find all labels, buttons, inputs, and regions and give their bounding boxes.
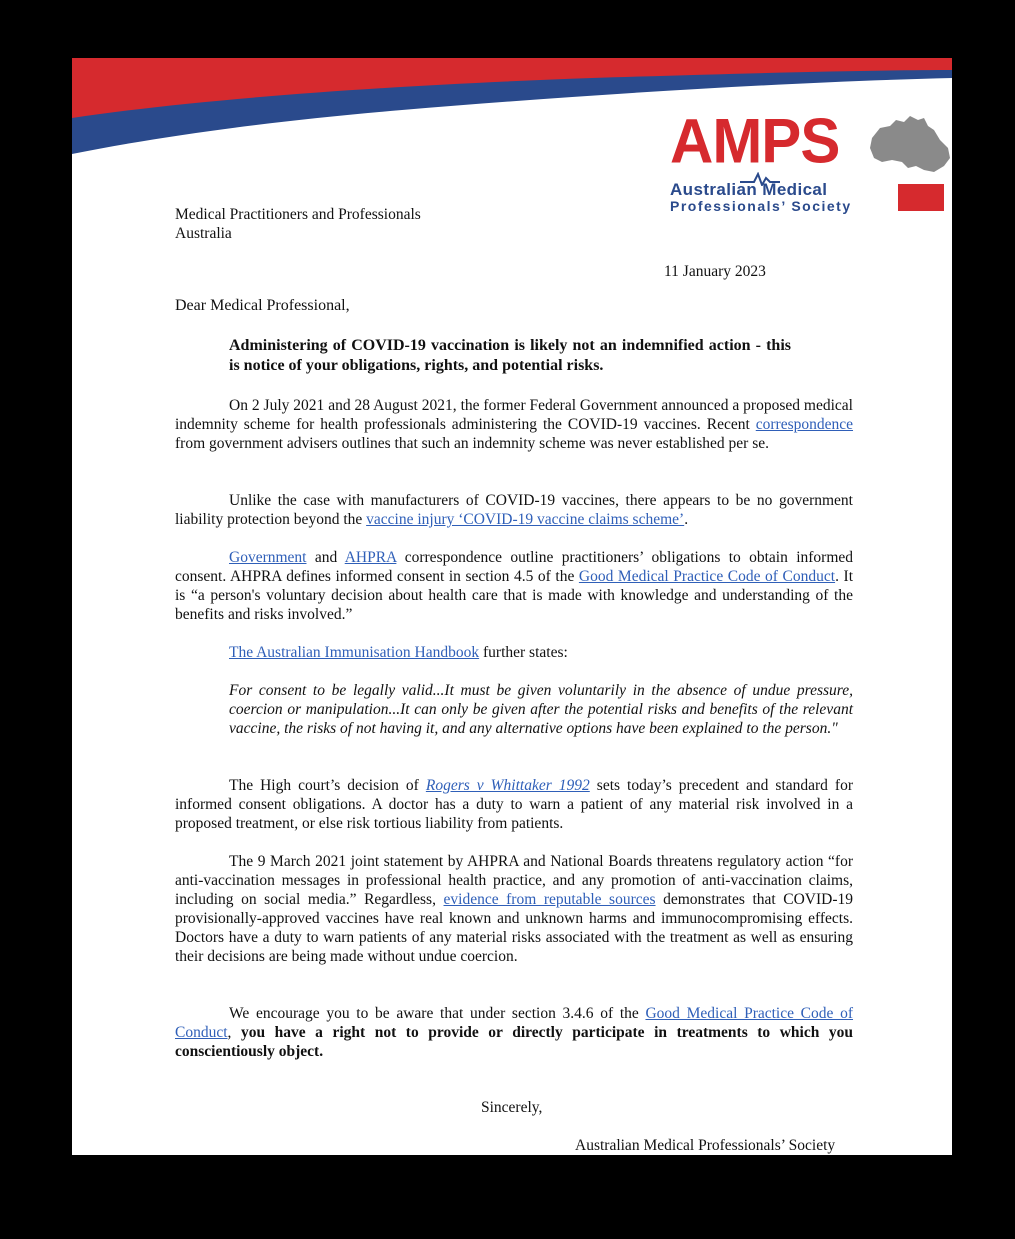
- paragraph-7: We encourage you to be aware that under section 3.4.6 of the Good Medical Practice Code of Conduct, you have a right not to provide or directly participate in treatments to which you conscientiously object.: [175, 1005, 854, 1060]
- logo-red-block: [898, 184, 944, 211]
- australia-map-icon: [866, 114, 952, 176]
- evidence-link[interactable]: evidence from reputable sources: [443, 891, 656, 908]
- rogers-v-whittaker-link[interactable]: Rogers v Whittaker 1992: [425, 777, 590, 794]
- paragraph-1: On 2 July 2021 and 28 August 2021, the former Federal Government announced a proposed medical indemnity scheme for health professionals administering the COVID-19 vaccines. Recent correspondence from government advisers outlines that such an indemnity scheme was never established per se.: [175, 397, 854, 452]
- salutation: Dear Medical Professional,: [175, 297, 350, 314]
- paragraph-6: The 9 March 2021 joint statement by AHPRA and National Boards threatens regulatory action “for anti-vaccination messages in professional health practice, and any promotion of anti-vaccination claims, including on social media.” Regardless, evidence from reputable sources demonstrates that COVID-19 provisionally-approved vaccines have real known and unknown harms and immunocompromising effects. Doctors have a duty to warn patients of any material risks associated with the treatment as well as ensuring their decisions are being made without undue coercion.: [175, 853, 853, 965]
- amps-logo: [670, 105, 952, 214]
- government-link[interactable]: Government: [229, 549, 307, 566]
- paragraph-3: Government and AHPRA correspondence outline practitioners’ obligations to obtain informed consent. AHPRA defines informed consent in section 4.5 of the Good Medical Practice Code of Conduct. It is “a person's voluntary decision about health care that is made with knowledge and understanding of the benefits and risks involved.”: [175, 549, 854, 623]
- ahpra-link[interactable]: AHPRA: [344, 549, 397, 566]
- recipient-line1: Medical Practitioners and Professionals: [175, 206, 421, 223]
- headline: Administering of COVID-19 vaccination is likely not an indemnified action - this is notice of your obligations, rights, and potential risks.: [229, 337, 791, 374]
- letter-page: [72, 58, 952, 1155]
- signature: Australian Medical Professionals’ Society: [575, 1137, 836, 1154]
- logo-line2: Professionals’ Society: [670, 198, 852, 214]
- logo-line1: Australian Medical: [670, 180, 828, 199]
- code-of-conduct-link-2[interactable]: Good Medical Practice Code of Conduct: [175, 1005, 854, 1041]
- letter-date: 11 January 2023: [664, 263, 766, 280]
- immunisation-handbook-link[interactable]: The Australian Immunisation Handbook: [229, 644, 480, 661]
- paragraph-5: The High court’s decision of Rogers v Whittaker 1992 sets today’s precedent and standard for informed consent obligations. A doctor has a duty to warn a patient of any material risk involved in a proposed treatment, or else risk tortious liability from patients.: [175, 777, 853, 832]
- logo-acronym: AMPS: [670, 105, 840, 177]
- recipient-line2: Australia: [175, 225, 232, 242]
- recipient-address: [175, 205, 421, 243]
- paragraph-4: The Australian Immunisation Handbook further states:: [229, 644, 568, 661]
- paragraph-2: Unlike the case with manufacturers of COVID-19 vaccines, there appears to be no government liability protection beyond the vaccine injury ‘COVID-19 vaccine claims scheme’.: [175, 492, 853, 528]
- closing: Sincerely,: [481, 1099, 543, 1116]
- handbook-quote: For consent to be legally valid...It must be given voluntarily in the absence of undue pressure, coercion or manipulation...It can only be given after the potential risks and benefits of the relevant vaccine, the risks of not having it, and any alternative options have been explained to the person.": [229, 682, 853, 737]
- vaccine-claims-scheme-link[interactable]: vaccine injury ‘COVID-19 vaccine claims scheme’: [366, 511, 685, 528]
- correspondence-link[interactable]: correspondence: [755, 416, 854, 433]
- code-of-conduct-link[interactable]: Good Medical Practice Code of Conduct: [578, 568, 836, 585]
